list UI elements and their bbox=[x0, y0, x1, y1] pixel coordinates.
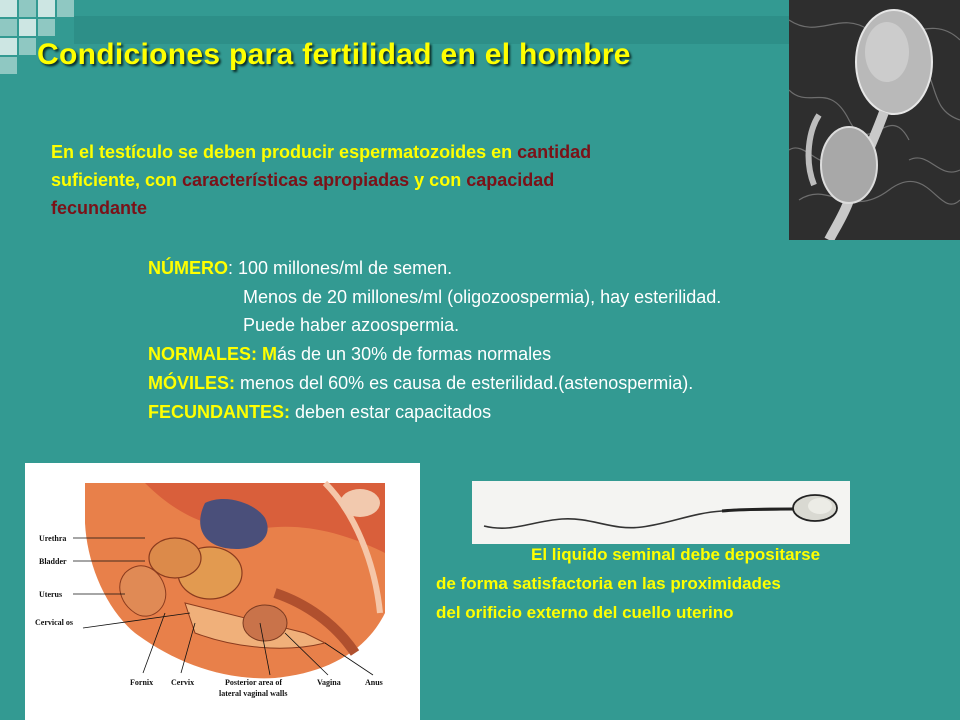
intro-emphasis: cantidad bbox=[517, 142, 592, 162]
criterion-moviles bbox=[148, 373, 693, 394]
label-fornix: Fornix bbox=[130, 678, 154, 687]
criterion-label: NÚMERO bbox=[148, 258, 228, 278]
intro-emphasis: capacidad bbox=[466, 170, 555, 190]
decor-square bbox=[0, 0, 17, 17]
intro-line-3 bbox=[51, 198, 147, 219]
criterion-text: deben estar capacitados bbox=[290, 402, 492, 422]
label-cervical-os: Cervical os bbox=[35, 618, 73, 627]
decor-square bbox=[19, 0, 36, 17]
decor-square bbox=[0, 38, 17, 55]
intro-emphasis: fecundante bbox=[51, 198, 148, 218]
decor-square bbox=[19, 38, 36, 55]
pelvic-anatomy-diagram bbox=[25, 463, 420, 720]
criterion-text: : 100 millones/ml de semen. bbox=[228, 258, 453, 278]
criterion-label: NORMALES: M bbox=[148, 344, 277, 364]
decor-square bbox=[0, 57, 17, 74]
sperm-microscopy-image bbox=[789, 0, 960, 240]
criterion-label: FECUNDANTES: bbox=[148, 402, 290, 422]
intro-text: En el testículo se deben producir espermatozoides en bbox=[51, 142, 518, 162]
sperm-illustration bbox=[472, 481, 850, 544]
label-uterus: Uterus bbox=[39, 590, 63, 599]
label-posterior-2: lateral vaginal walls bbox=[219, 689, 288, 698]
label-bladder: Bladder bbox=[39, 557, 67, 566]
criterion-normales bbox=[148, 344, 551, 365]
label-urethra: Urethra bbox=[39, 534, 67, 543]
criterion-sub-2: Puede haber azoospermia. bbox=[243, 315, 460, 335]
criterion-numero bbox=[148, 258, 452, 279]
label-anus: Anus bbox=[365, 678, 383, 687]
intro-emphasis: características apropiadas bbox=[182, 170, 410, 190]
criterion-label: MÓVILES: bbox=[148, 373, 236, 393]
seminal-line-1: El liquido seminal debe depositarse bbox=[531, 545, 821, 564]
criterion-text: ás de un 30% de formas normales bbox=[277, 344, 552, 364]
intro-text: y con bbox=[409, 170, 467, 190]
intro-text: suficiente, con bbox=[51, 170, 183, 190]
decor-square bbox=[57, 0, 74, 17]
slide-title: Condiciones para fertilidad en el hombre bbox=[37, 38, 631, 71]
intro-line-1 bbox=[51, 142, 591, 163]
label-vagina: Vagina bbox=[317, 678, 341, 687]
decor-square bbox=[38, 19, 55, 36]
intro-line-2 bbox=[51, 170, 554, 191]
seminal-line-2: de forma satisfactoria en las proximidades bbox=[436, 574, 781, 593]
decor-square bbox=[38, 0, 55, 17]
decor-square bbox=[0, 19, 17, 36]
decor-square bbox=[19, 19, 36, 36]
criterion-text: menos del 60% es causa de esterilidad.(astenospermia). bbox=[235, 373, 694, 393]
criterion-fecundantes bbox=[148, 402, 491, 423]
label-posterior-1: Posterior area of bbox=[225, 678, 283, 687]
criterion-sub-1: Menos de 20 millones/ml (oligozoospermia), hay esterilidad. bbox=[243, 287, 722, 307]
label-cervix: Cervix bbox=[171, 678, 195, 687]
seminal-line-3: del orificio externo del cuello uterino bbox=[436, 603, 734, 622]
